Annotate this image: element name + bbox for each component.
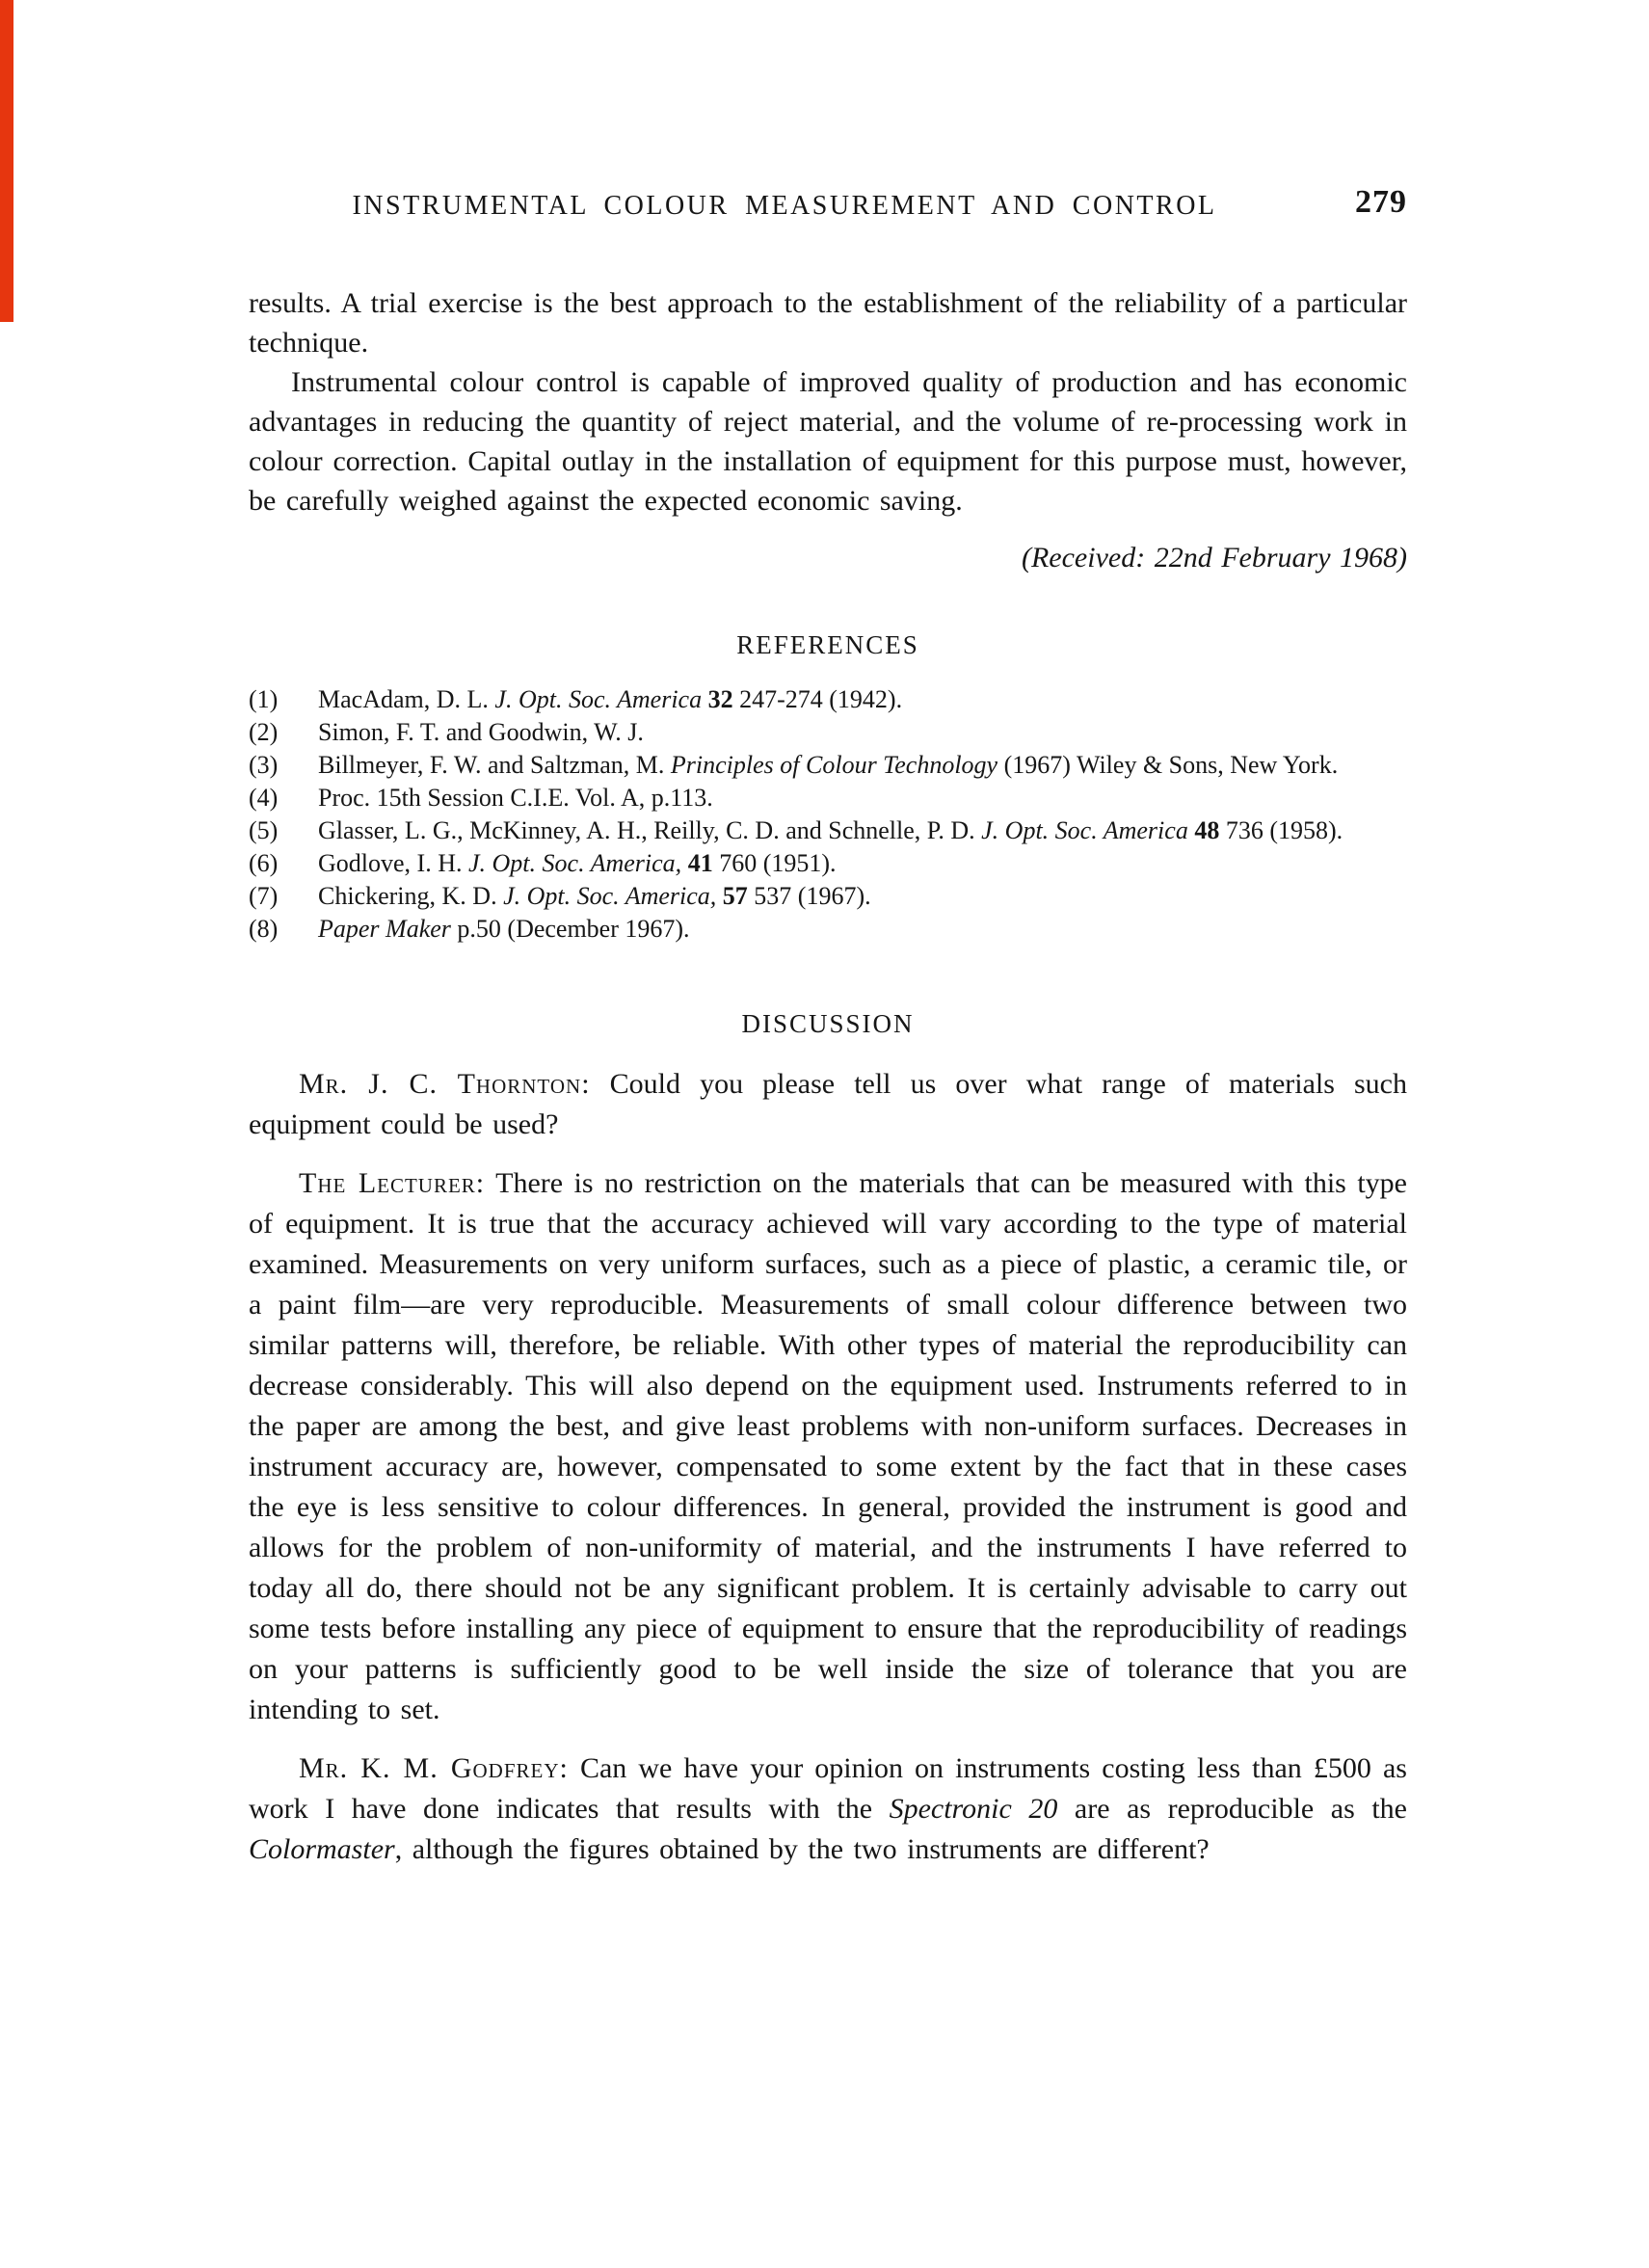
reference-item xyxy=(249,847,1407,880)
reference-number: (2) xyxy=(249,718,279,746)
reference-text: Godlove, I. H. J. Opt. Soc. America, 41 760 (1951). xyxy=(318,849,837,877)
references-list xyxy=(249,683,1407,946)
reference-item xyxy=(249,880,1407,913)
reference-text: Chickering, K. D. J. Opt. Soc. America, 57 537 (1967). xyxy=(318,882,871,910)
reference-text: Paper Maker p.50 (December 1967). xyxy=(318,915,690,943)
page-number: 279 xyxy=(1355,184,1407,220)
discussion-question-thornton: Mr. J. C. Thornton: Could you please tell us over what range of materials such equipment could be used? xyxy=(249,1068,1407,1140)
reference-item xyxy=(249,716,1407,749)
reference-number: (4) xyxy=(249,784,279,812)
received-date-line: (Received: 22nd February 1968) xyxy=(1021,542,1407,574)
reference-text: Glasser, L. G., McKinney, A. H., Reilly, C. D. and Schnelle, P. D. J. Opt. Soc. America 48 736 (1958). xyxy=(318,816,1343,844)
discussion-heading: DISCUSSION xyxy=(741,1009,915,1038)
discussion-question-godfrey: Mr. K. M. Godfrey: Can we have your opinion on instruments costing less than £500 as work I have done indicates that results with the Spectronic 20 are as reproducible as the Colormaster, although the figures obtained by the two instruments are different? xyxy=(249,1752,1407,1865)
running-header xyxy=(249,184,1407,233)
reference-item xyxy=(249,749,1407,782)
reference-number: (6) xyxy=(249,849,279,877)
discussion-answer-lecturer: The Lecturer: There is no restriction on the materials that can be measured with this type of equipment. It is true that the accuracy achieved will vary according to the type of material examined. Measurements on very uniform surfaces, such as a piece of plastic, a ceramic tile, or a paint film—are very reproducible. Measurements of small colour difference between two similar patterns will, therefore, be reliable. With other types of material the reproducibility can decrease considerably. This will also depend on the equipment used. Instruments referred to in the paper are among the best, and give least problems with non-uniform surfaces. Decreases in instrument accuracy are, however, compensated to some extent by the fact that in these cases the eye is less sensitive to colour differences. In general, provided the instrument is good and allows for the problem of non-uniformity of material, and the instruments I have referred to today all do, there should not be any significant problem. It is certainly advisable to carry out some tests before installing any piece of equipment to ensure that the reproducibility of readings on your patterns is sufficiently good to be well inside the size of tolerance that you are intending to set. xyxy=(249,1167,1407,1725)
reference-number: (8) xyxy=(249,915,279,943)
references-heading: REFERENCES xyxy=(736,630,919,659)
reference-item xyxy=(249,782,1407,814)
intro-paragraph-1: results. A trial exercise is the best approach to the establishment of the reliability of a particular technique. xyxy=(249,287,1407,359)
reference-text: Proc. 15th Session C.I.E. Vol. A, p.113. xyxy=(318,784,713,812)
reference-item xyxy=(249,814,1407,847)
reference-number: (1) xyxy=(249,685,279,713)
reference-text: Billmeyer, F. W. and Saltzman, M. Principles of Colour Technology (1967) Wiley & Sons, New York. xyxy=(318,751,1339,779)
reference-item xyxy=(249,913,1407,946)
reference-number: (7) xyxy=(249,882,279,910)
intro-paragraph-2: Instrumental colour control is capable of improved quality of production and has economic advantages in reducing the quantity of reject material, and the volume of re-processing work in colour correction. Capital outlay in the installation of equipment for this purpose must, however, be carefully weighed against the expected economic saving. xyxy=(249,366,1407,517)
scan-edge-artifact xyxy=(0,0,13,322)
running-title: INSTRUMENTAL COLOUR MEASUREMENT AND CONTROL xyxy=(352,191,1217,221)
reference-item xyxy=(249,683,1407,716)
reference-number: (5) xyxy=(249,816,279,844)
reference-text: MacAdam, D. L. J. Opt. Soc. America 32 247-274 (1942). xyxy=(318,685,903,713)
text-block xyxy=(249,184,1407,1888)
reference-text: Simon, F. T. and Goodwin, W. J. xyxy=(318,718,644,746)
reference-number: (3) xyxy=(249,751,279,779)
